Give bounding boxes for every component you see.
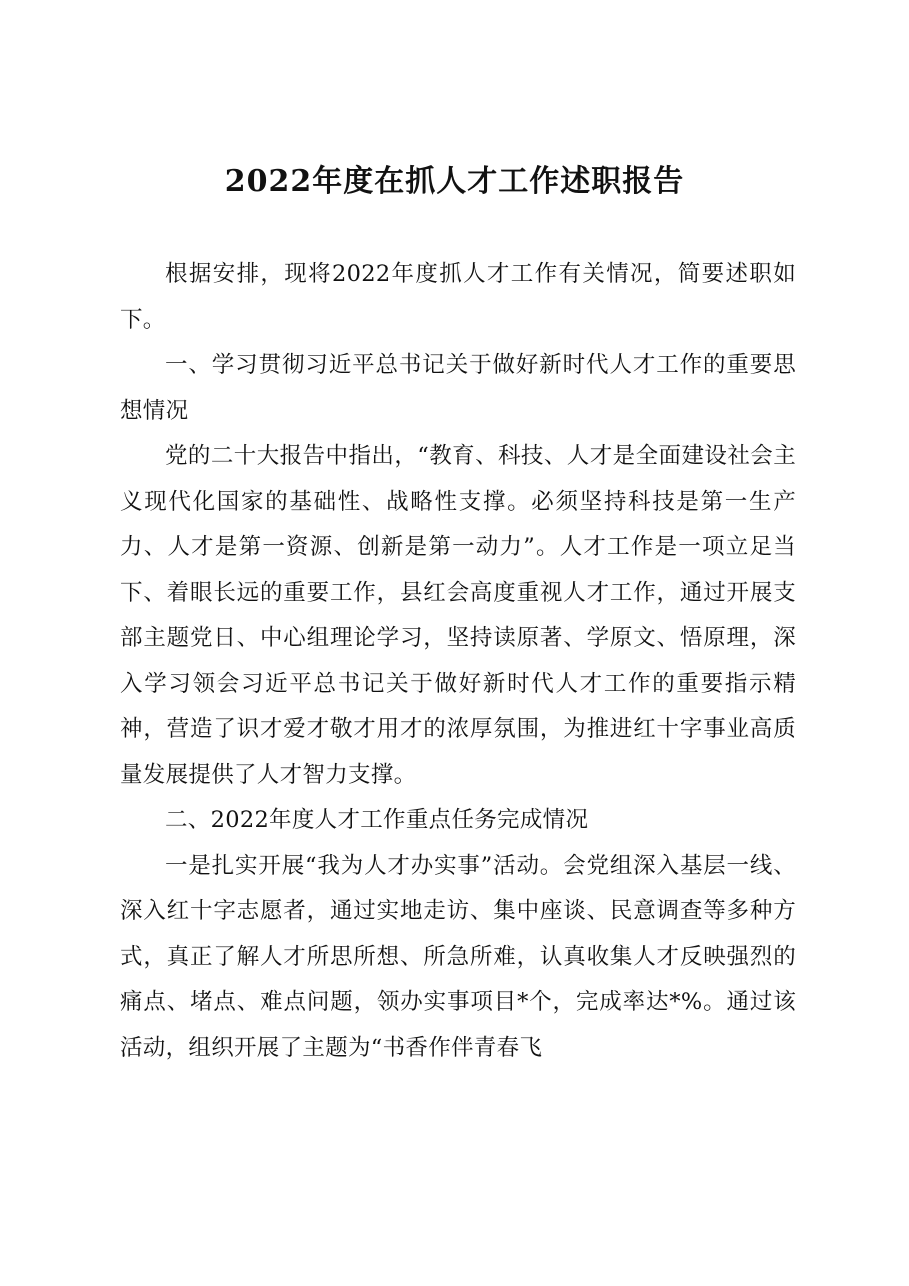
paragraph-intro: 根据安排，现将2022年度抓人才工作有关情况，简要述职如下。 xyxy=(120,261,796,333)
paragraph-section-2: 一是扎实开展“我为人才办实事”活动。会党组深入基层一线、深入红十字志愿者，通过实地走访、集中座谈、民意调查等多种方式，真正了解人才所思所想、所急所难，认真收集人才反映强烈的痛点、堵点、难点问题，领办实事项目*个，完成率达*%。通过该活动，组织开展了主题为“书香作伴青春飞 xyxy=(120,852,796,1061)
document-title: 2022年度在抓人才工作述职报告 xyxy=(224,164,685,199)
section-heading-1: 一、学习贯彻习近平总书记关于做好新时代人才工作的重要思想情况 xyxy=(120,352,796,424)
section-heading-2: 二、2022年度人才工作重点任务完成情况 xyxy=(165,807,589,833)
paragraph-section-1: 党的二十大报告中指出，“教育、科技、人才是全面建设社会主义现代化国家的基础性、战略性支撑。必须坚持科技是第一生产力、人才是第一资源、创新是第一动力”。人才工作是一项立足当下、着眼长远的重要工作，县红会高度重视人才工作，通过开展支部主题党日、中心组理论学习，坚持读原著、学原文、悟原理，深入学习领会习近平总书记关于做好新时代人才工作的重要指示精神，营造了识才爱才敬才用才的浓厚氛围，为推进红十字事业高质量发展提供了人才智力支撑。 xyxy=(120,443,796,788)
document-body xyxy=(120,252,796,1071)
